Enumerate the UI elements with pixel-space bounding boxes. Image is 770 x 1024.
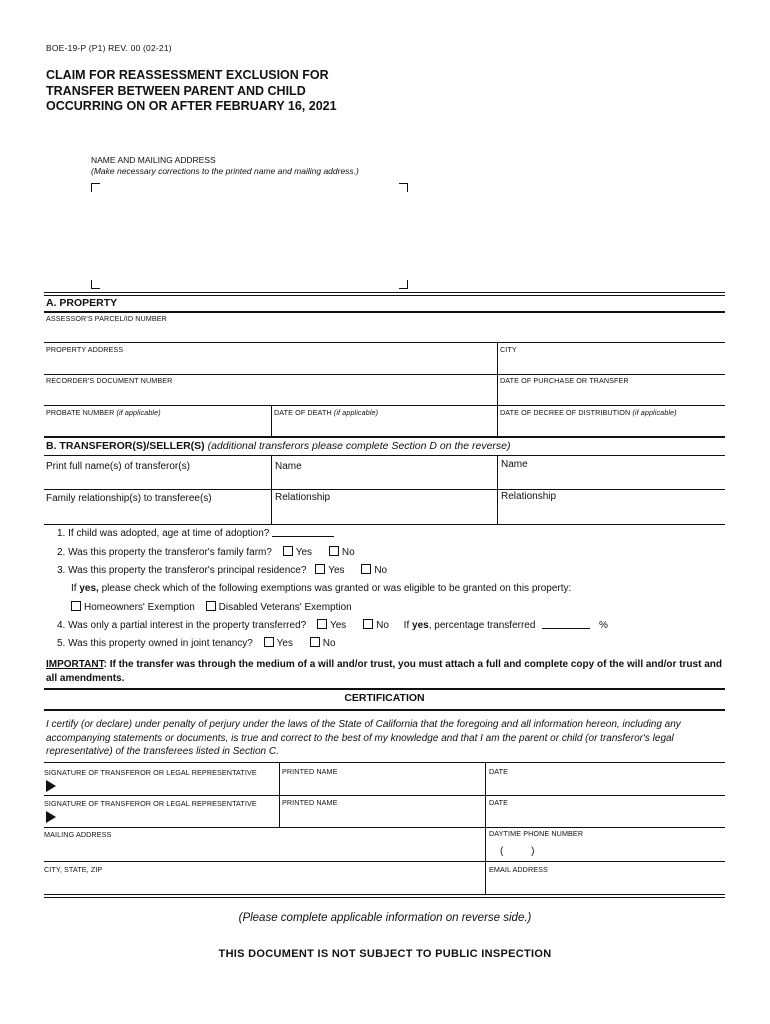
- property-address-field[interactable]: [46, 356, 494, 372]
- name-col2-field[interactable]: [500, 474, 724, 488]
- date-purchase-label: DATE OF PURCHASE OR TRANSFER: [500, 376, 629, 385]
- certification-top-rule: [44, 688, 725, 690]
- mailing-row-rule: [44, 827, 725, 828]
- adoption-age-field[interactable]: [272, 536, 334, 537]
- death-note: (if applicable): [333, 408, 379, 417]
- city-state-zip-field[interactable]: [44, 876, 482, 892]
- signature-1-field[interactable]: [60, 779, 276, 794]
- address-field[interactable]: [100, 192, 396, 278]
- q4-yes-label: Yes: [329, 620, 347, 631]
- address-corner-bottom-right: [399, 280, 408, 289]
- name-address-heading: [91, 155, 359, 177]
- city-row-rule: [44, 861, 725, 862]
- signature-1-label: SIGNATURE OF TRANSFEROR OR LEGAL REPRESENTATIVE: [44, 768, 257, 777]
- city-field[interactable]: [500, 356, 724, 372]
- question-2-text: 2. Was this property the transferor's family farm?: [57, 547, 272, 558]
- date-2-label: DATE: [489, 798, 509, 807]
- rel-col2-label: Relationship: [501, 491, 557, 502]
- address-corner-bottom-left: [91, 280, 100, 289]
- name-col1-label: Name: [275, 461, 302, 472]
- signature-2-arrow-icon: [46, 811, 56, 823]
- city-label: CITY: [500, 345, 517, 354]
- question-3-text: 3. Was this property the transferor's principal residence?: [57, 565, 307, 576]
- certification-statement: I certify (or declare) under penalty of perjury under the laws of the State of California that the foregoing and all information hereon, including any accompanying statements or documents, is true and correct to the best of my knowledge and that I am the parent or child (or transferor's legal representative) of the transferees listed in Section C.: [46, 719, 681, 757]
- city-divider: [497, 342, 498, 374]
- question-5-text: 5. Was this property owned in joint tenancy?: [57, 638, 253, 649]
- question-4-text: 4. Was only a partial interest in the property transferred?: [57, 620, 307, 631]
- public-inspection-notice: THIS DOCUMENT IS NOT SUBJECT TO PUBLIC INSPECTION: [218, 948, 552, 960]
- q3-no-label: No: [374, 565, 388, 576]
- q4-no-checkbox[interactable]: [363, 619, 373, 629]
- q4-yes-checkbox[interactable]: [317, 619, 327, 629]
- decree-label: [500, 408, 677, 417]
- q2-yes-label: Yes: [295, 547, 313, 558]
- date-1-field[interactable]: [489, 778, 723, 794]
- row-rule-probate: [44, 405, 725, 406]
- section-b-heading: [46, 440, 511, 452]
- date-purchase-divider: [497, 374, 498, 405]
- veterans-checkbox[interactable]: [206, 601, 216, 611]
- printed-name-1-field[interactable]: [282, 778, 482, 794]
- phone-label: DAYTIME PHONE NUMBER: [489, 829, 584, 838]
- probate-field[interactable]: [46, 418, 268, 434]
- printed-name-1-label: PRINTED NAME: [282, 767, 338, 776]
- recorder-field[interactable]: [46, 387, 494, 403]
- decree-note: (if applicable): [632, 408, 677, 417]
- parcel-label: ASSESSOR'S PARCEL/ID NUMBER: [46, 314, 167, 323]
- certification-heading-rule: [44, 709, 725, 711]
- homeowners-label: Homeowners' Exemption: [84, 602, 195, 613]
- section-a-heading-rule: [44, 311, 725, 313]
- title-line-3: OCCURRING ON OR AFTER FEBRUARY 16, 2021: [46, 99, 337, 113]
- exemption-options: [71, 601, 352, 613]
- printed-name-2-label: PRINTED NAME: [282, 798, 338, 807]
- q5-yes-label: Yes: [276, 638, 293, 649]
- mailing-address-label: MAILING ADDRESS: [44, 830, 112, 839]
- date-1-label: DATE: [489, 767, 509, 776]
- question-3: [57, 564, 387, 576]
- question-1: [57, 528, 334, 539]
- address-corner-top-left: [91, 183, 100, 192]
- homeowners-checkbox[interactable]: [71, 601, 81, 611]
- q4-if-prefix: If: [403, 620, 413, 631]
- q3-if-yes: yes,: [79, 583, 99, 594]
- death-field[interactable]: [274, 418, 494, 434]
- death-label-text: DATE OF DEATH: [274, 408, 332, 417]
- section-a-top-rule: [44, 292, 725, 293]
- parcel-field[interactable]: [46, 325, 724, 341]
- row-rule-recorder: [44, 374, 725, 375]
- rel-col1-label: Relationship: [275, 492, 331, 503]
- q5-yes-checkbox[interactable]: [264, 637, 274, 647]
- important-text: : If the transfer was through the medium of a will and/or trust, you must attach a full and complete copy of the will and/or trust and all amendments.: [46, 659, 722, 684]
- phone-field[interactable]: ( ): [500, 846, 535, 857]
- rel-col1-field[interactable]: [274, 506, 494, 522]
- email-label: EMAIL ADDRESS: [489, 865, 548, 874]
- section-a-top-rule-2: [44, 295, 725, 296]
- q3-yes-checkbox[interactable]: [315, 564, 325, 574]
- decree-field[interactable]: [500, 418, 724, 434]
- printed-name-2-field[interactable]: [282, 809, 482, 826]
- decree-label-text: DATE OF DECREE OF DISTRIBUTION: [500, 408, 631, 417]
- death-label: [274, 408, 378, 417]
- decree-divider: [497, 405, 498, 436]
- email-field[interactable]: [489, 876, 723, 892]
- death-divider: [271, 405, 272, 436]
- name-col1-field[interactable]: [274, 474, 494, 488]
- title-line-2: TRANSFER BETWEEN PARENT AND CHILD: [46, 83, 306, 98]
- question-4: [57, 619, 608, 631]
- q3-no-checkbox[interactable]: [361, 564, 371, 574]
- section-b-top-rule: [44, 436, 725, 438]
- probate-label: [46, 408, 161, 417]
- name-col2-label: Name: [501, 459, 528, 470]
- form-title: [46, 68, 406, 115]
- row-rule-address: [44, 342, 725, 343]
- date-2-field[interactable]: [489, 809, 723, 826]
- name-address-note: (Make necessary corrections to the printed name and mailing address.): [91, 166, 359, 176]
- q4-if-yes: yes: [412, 620, 429, 631]
- q3-if-prefix: If: [71, 583, 80, 594]
- section-b-heading-note: (additional transferors please complete Section D on the reverse): [207, 440, 511, 452]
- question-1-text: 1. If child was adopted, age at time of adoption?: [57, 528, 270, 539]
- address-corner-top-right: [399, 183, 408, 192]
- question-3-followup: [71, 583, 571, 594]
- signature-2-label: SIGNATURE OF TRANSFEROR OR LEGAL REPRESENTATIVE: [44, 799, 257, 808]
- certification-heading: CERTIFICATION: [344, 692, 425, 704]
- q2-yes-checkbox[interactable]: [283, 546, 293, 556]
- bottom-rule-1: [44, 894, 725, 895]
- relationship-row-rule: [44, 489, 725, 490]
- probate-label-text: PROBATE NUMBER: [46, 408, 115, 417]
- property-address-label: PROPERTY ADDRESS: [46, 345, 124, 354]
- percent-sign: %: [599, 620, 608, 631]
- q3-yes-label: Yes: [328, 565, 345, 576]
- title-line-1: CLAIM FOR REASSESSMENT EXCLUSION FOR: [46, 68, 329, 82]
- signature-2-field[interactable]: [60, 810, 276, 826]
- important-notice: [46, 658, 730, 685]
- q3-if-rest: please check which of the following exemptions was granted or was eligible to be granted on this property:: [98, 583, 572, 594]
- probate-note: (if applicable): [116, 408, 161, 417]
- signature-1-arrow-icon: [46, 780, 56, 792]
- section-b-heading-text: B. TRANSFEROR(S)/SELLER(S): [46, 440, 205, 452]
- q4-if-rest: , percentage transferred: [428, 620, 536, 631]
- rel-col2-field[interactable]: [500, 506, 724, 522]
- question-5: [57, 637, 336, 649]
- q4-no-label: No: [376, 620, 389, 631]
- sig-row2-rule: [44, 795, 725, 796]
- relationship-label: Family relationship(s) to transferee(s): [46, 493, 212, 504]
- percentage-field[interactable]: [542, 628, 590, 629]
- q5-no-label: No: [322, 638, 336, 649]
- name-address-label: NAME AND MAILING ADDRESS: [91, 155, 216, 165]
- form-id: BOE-19-P (P1) REV. 00 (02-21): [46, 43, 172, 53]
- section-b-bottom-rule: [44, 524, 725, 525]
- section-b-heading-rule: [44, 455, 725, 456]
- q2-no-label: No: [341, 547, 355, 558]
- city-state-zip-label: CITY, STATE, ZIP: [44, 865, 103, 874]
- question-2: [57, 546, 355, 558]
- q2-no-checkbox[interactable]: [329, 546, 339, 556]
- date-purchase-field[interactable]: [500, 387, 724, 403]
- recorder-label: RECORDER'S DOCUMENT NUMBER: [46, 376, 173, 385]
- reverse-side-note: (Please complete applicable information on reverse side.): [238, 912, 532, 924]
- bottom-rule-2: [44, 897, 725, 898]
- sig-row1-rule: [44, 762, 725, 763]
- transferor-names-label: Print full name(s) of transferor(s): [46, 461, 190, 472]
- mailing-address-field[interactable]: [44, 842, 482, 860]
- section-a-heading: A. PROPERTY: [46, 297, 118, 309]
- veterans-label: Disabled Veterans' Exemption: [218, 602, 352, 613]
- q5-no-checkbox[interactable]: [310, 637, 320, 647]
- important-label: IMPORTANT: [46, 659, 104, 670]
